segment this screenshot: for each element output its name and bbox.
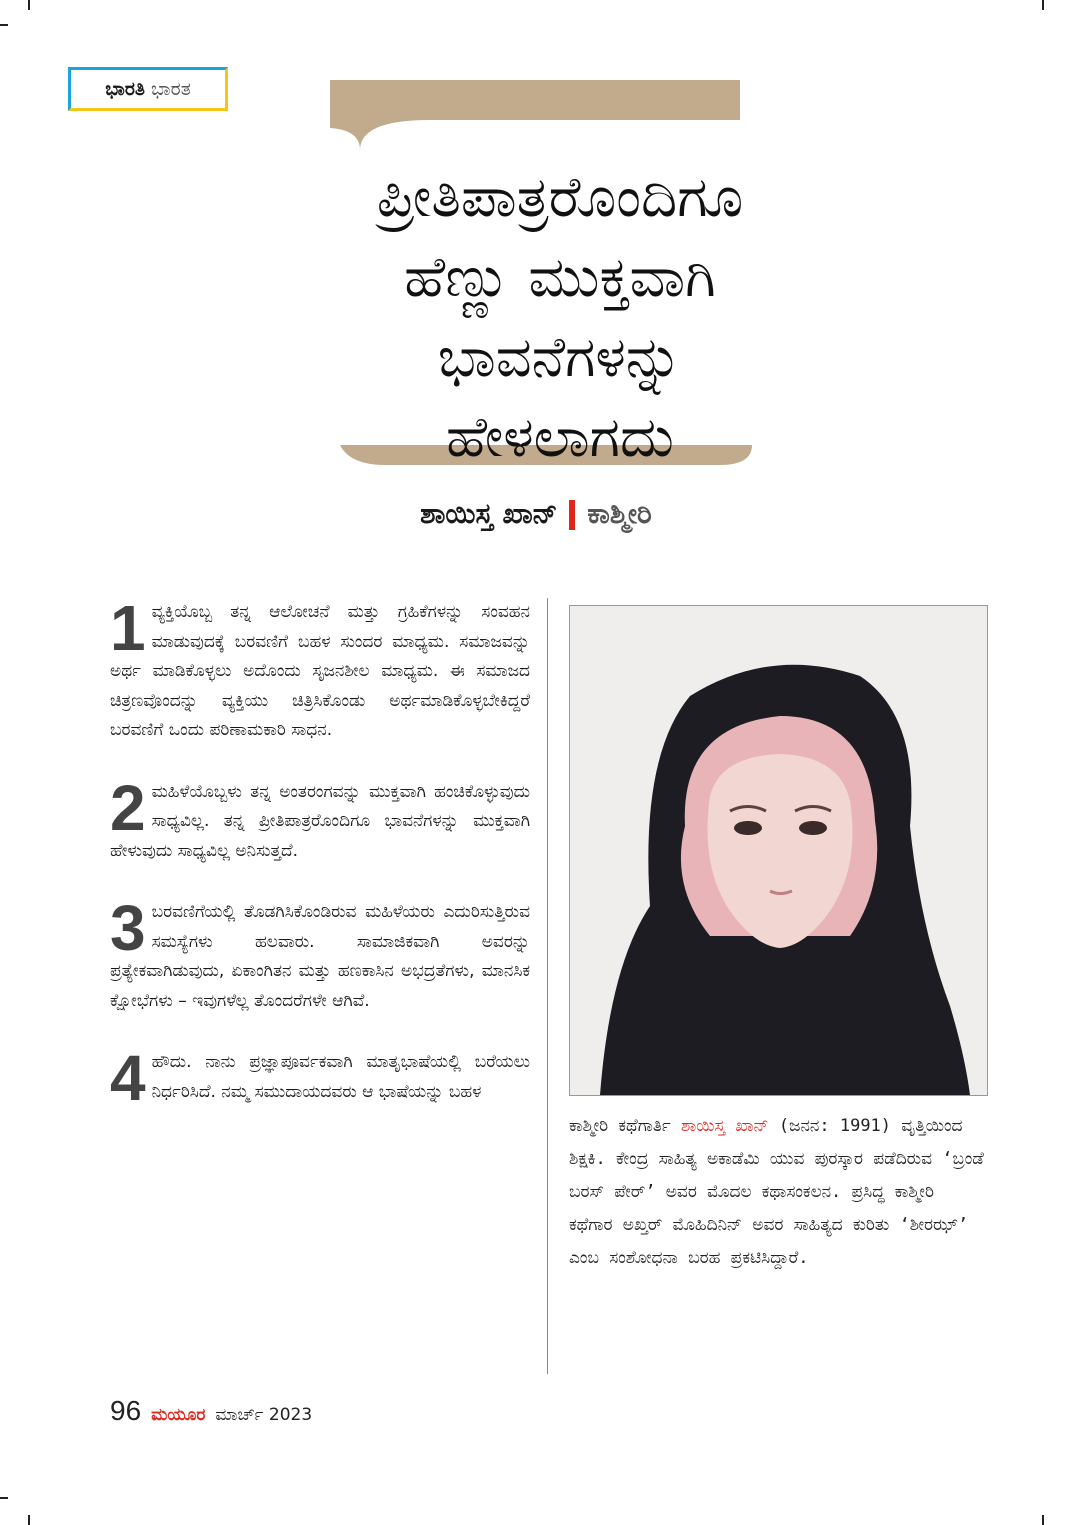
paragraph-number: 4 [110, 1042, 146, 1114]
caption-text: (ಜನನ: 1991) ವೃತ್ತಿಯಿಂದ ಶಿಕ್ಷಕಿ. ಕೇಂದ್ರ ಸಾಹಿತ್ಯ ಅಕಾಡೆಮಿ ಯುವ ಪುರಸ್ಕಾರ ಪಡೆದಿರುವ ‘ಬ್ರಂಡೆ ಬರಸ್ ಪೇರ್’ ಅವರ ಮೊದಲ ಕಥಾಸಂಕಲನ. ಪ್ರಸಿದ್ಧ ಕಾಶ್ಮೀರಿ ಕಥೆಗಾರ ಅಖ್ತರ್ ಮೊಹಿದಿನಿನ್ ಅವರ ಸಾಹಿತ್ಯದ ಕುರಿತು ‘ಶೀರಝ್’ ಎಂಬ ಸಂಶೋಧನಾ ಬರಹ ಪ್ರಕಟಿಸಿದ್ದಾರೆ. [569, 1116, 984, 1268]
paragraph [110, 892, 530, 1016]
paragraph [110, 598, 530, 746]
title-line: ಭಾವನೆಗಳನ್ನು [437, 325, 683, 390]
byline [0, 497, 1072, 531]
column-divider [547, 598, 548, 1374]
title-line: ಹೇಳಲಾಗದು [446, 405, 674, 470]
author-name: ಶಾಯಿಸ್ತ ಖಾನ್ [420, 497, 558, 530]
page-footer [110, 1395, 312, 1427]
photo-caption [569, 1110, 986, 1275]
paragraph [110, 771, 530, 867]
section-tag-part2: ಭಾರತ [151, 78, 191, 100]
paragraph-number: 2 [110, 771, 146, 844]
portrait-illustration [570, 606, 987, 1095]
paragraph-text: ಹೌದು. ನಾನು ಪ್ರಜ್ಞಾಪೂರ್ವಕವಾಗಿ ಮಾತೃಭಾಷೆಯಲ್ಲಿ ಬರೆಯಲು ನಿರ್ಧರಿಸಿದೆ. ನಮ್ಮ ಸಮುದಾಯದವರು ಆ ಭಾಷೆಯನ್ನು ಬಹಳ [151, 1052, 530, 1102]
byline-separator [569, 500, 575, 530]
title-line: ಪ್ರೀತಿಪಾತ್ರರೊಂದಿಗೂ [376, 165, 744, 230]
crop-mark [0, 24, 8, 26]
article-title [300, 158, 820, 478]
caption-highlight-name: ಶಾಯಿಸ್ತ ಖಾನ್ [680, 1116, 769, 1136]
crop-mark [28, 1515, 30, 1525]
paragraph-text: ಬರವಣಿಗೆಯಲ್ಲಿ ತೊಡಗಿಸಿಕೊಂಡಿರುವ ಮಹಿಳೆಯರು ಎದುರಿಸುತ್ತಿರುವ ಸಮಸ್ಯೆಗಳು ಹಲವಾರು. ಸಾಮಾಜಿಕವಾಗಿ ಅವರನ್ನು ಪ್ರತ್ಯೇಕವಾಗಿಡುವುದು, ಏಕಾಂಗಿತನ ಮತ್ತು ಹಣಕಾಸಿನ ಅಭದ್ರತೆಗಳು, ಮಾನಸಿಕ ಕ್ಷೋಭೆಗಳು – ಇವುಗಳೆಲ್ಲ ತೊಂದರೆಗಳೇ ಆಗಿವೆ. [110, 902, 530, 1011]
paragraph-text: ಮಹಿಳೆಯೊಬ್ಬಳು ತನ್ನ ಅಂತರಂಗವನ್ನು ಮುಕ್ತವಾಗಿ ಹಂಚಿಕೊಳ್ಳುವುದು ಸಾಧ್ಯವಿಲ್ಲ. ತನ್ನ ಪ್ರೀತಿಪಾತ್ರರೊಂದಿಗೂ ಭಾವನೆಗಳನ್ನು ಮುಕ್ತವಾಗಿ ಹೇಳುವುದು ಸಾಧ್ಯವಿಲ್ಲ ಅನಿಸುತ್ತದೆ. [110, 781, 530, 861]
crop-mark [0, 1497, 8, 1499]
crop-mark [1042, 0, 1044, 10]
author-origin: ಕಾಶ್ಮೀರಿ [587, 497, 652, 530]
paragraph-number: 1 [110, 598, 146, 664]
crop-mark [1042, 1515, 1044, 1525]
issue-date: ಮಾರ್ಚ್ 2023 [215, 1405, 313, 1425]
title-line: ಹೆಣ್ಣು ಮುಕ್ತವಾಗಿ [404, 245, 716, 310]
crop-mark [28, 0, 30, 10]
section-tag-part1: ಭಾರತಿ [105, 78, 145, 100]
section-tag [68, 67, 228, 111]
page-number: 96 [110, 1395, 142, 1426]
author-photo [569, 605, 988, 1096]
paragraph [110, 1042, 530, 1114]
caption-text: ಕಾಶ್ಮೀರಿ ಕಥೆಗಾರ್ತಿ [569, 1116, 681, 1136]
paragraph-number: 3 [110, 892, 146, 964]
magazine-logo: ಮಯೂರ [151, 1405, 206, 1425]
article-body [110, 598, 530, 1380]
paragraph-text: ವ್ಯಕ್ತಿಯೊಬ್ಬ ತನ್ನ ಆಲೋಚನೆ ಮತ್ತು ಗ್ರಹಿಕೆಗಳನ್ನು ಸಂವಹನ ಮಾಡುವುದಕ್ಕೆ ಬರವಣಿಗೆ ಬಹಳ ಸುಂದರ ಮಾಧ್ಯಮ. ಸಮಾಜವನ್ನು ಅರ್ಥ ಮಾಡಿಕೊಳ್ಳಲು ಅದೊಂದು ಸೃಜನಶೀಲ ಮಾಧ್ಯಮ. ಈ ಸಮಾಜದ ಚಿತ್ರಣವೊಂದನ್ನು ವ್ಯಕ್ತಿಯು ಚಿತ್ರಿಸಿಕೊಂಡು ಅರ್ಥಮಾಡಿಕೊಳ್ಳಬೇಕಿದ್ದರೆ ಬರವಣಿಗೆ ಒಂದು ಪರಿಣಾಮಕಾರಿ ಸಾಧನ. [110, 602, 530, 740]
